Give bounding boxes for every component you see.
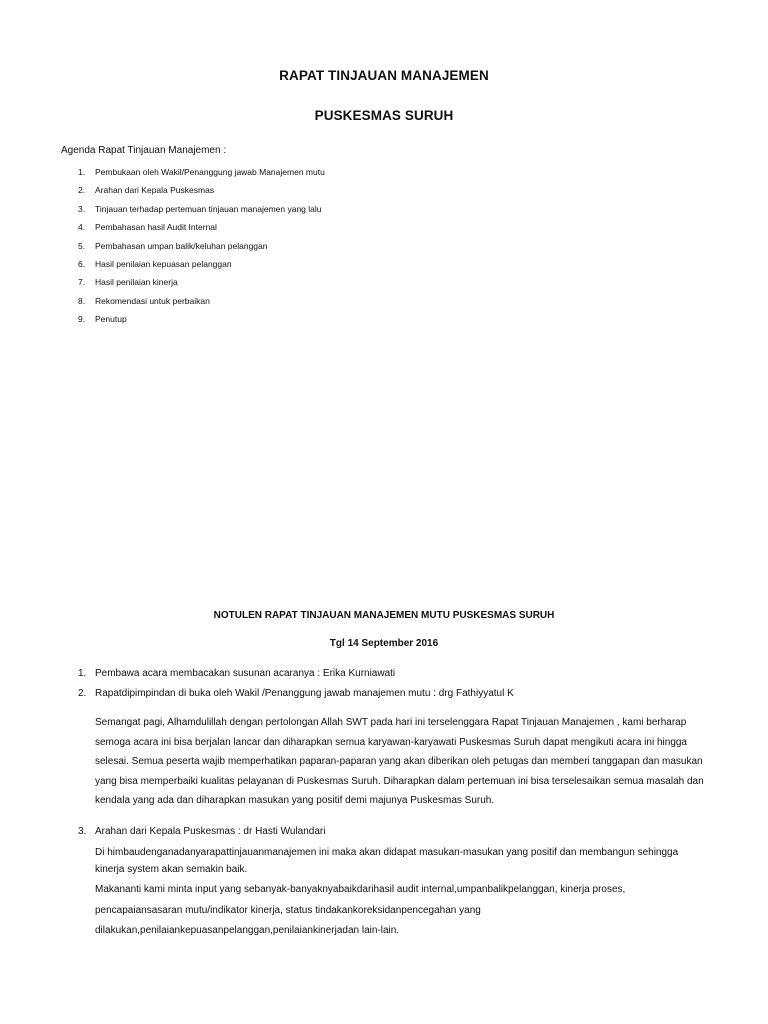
list-item — [78, 167, 325, 185]
agenda-list — [78, 167, 325, 333]
list-text: Pembukaan oleh Wakil/Penanggung jawab Manajemen mutu — [95, 167, 325, 177]
agenda-intro: Agenda Rapat Tinjauan Manajemen : — [61, 145, 227, 156]
list-number: 3. — [78, 826, 87, 837]
list-item — [78, 204, 325, 222]
page-subtitle: PUSKESMAS SURUH — [314, 108, 454, 123]
notulen-item-2 — [78, 688, 514, 699]
paragraph-line: pencapaiansasaran mutu/indikator kinerja, status tindakankoreksidanpencegahan yang — [95, 904, 481, 916]
page-title: RAPAT TINJAUAN MANAJEMEN — [279, 68, 489, 83]
paragraph-line: Semangat pagi, Alhamdulillah dengan pertolongan Allah SWT pada hari ini terselenggara Rapat Tinjauan Manajemen , kami berharap — [95, 717, 687, 728]
list-text: Pembahasan hasil Audit Internal — [95, 222, 217, 233]
paragraph-line: semoga acara ini bisa berjalan lancar dan diharapkan semua karyawan-karyawati Puskesmas Suruh dapat mengikuti acara ini hingga — [95, 736, 687, 748]
list-number: 8. — [78, 295, 86, 306]
list-item — [78, 259, 325, 277]
notulen-item-3 — [78, 826, 325, 837]
paragraph-line: yang bisa memperbaiki kualitas pelayanan di Puskesmas Suruh. Diharapkan dalam pertemuan ini bisa terselesaikan semua masalah dan — [95, 775, 704, 787]
list-number: 1. — [78, 167, 86, 177]
list-text: Arahan dari Kepala Puskesmas — [95, 185, 215, 196]
request-paragraph — [95, 880, 715, 942]
list-text: Hasil penilaian kepuasan pelanggan — [95, 258, 232, 269]
list-item — [78, 241, 325, 259]
list-text: Rapatdipimpindan di buka oleh Wakil /Penanggung jawab manajemen mutu : drg Fathiyyatul K — [95, 688, 514, 699]
meeting-date: Tgl 14 September 2016 — [329, 638, 439, 649]
list-item — [78, 314, 325, 332]
list-item — [78, 222, 325, 240]
list-number: 1. — [78, 668, 87, 679]
notulen-heading: NOTULEN RAPAT TINJAUAN MANAJEMEN MUTU PUSKESMAS SURUH — [213, 610, 555, 621]
paragraph-line: selesai. Semua peserta wajib memperhatikan paparan-paparan yang akan diberikan oleh petugas dan memberi tanggapan dan masukan — [95, 756, 703, 768]
list-item — [78, 185, 325, 203]
list-text: Arahan dari Kepala Puskesmas : dr Hasti Wulandari — [95, 826, 326, 837]
list-number: 5. — [78, 240, 86, 251]
opening-paragraph — [95, 713, 705, 811]
list-item — [78, 277, 325, 295]
list-number: 3. — [78, 203, 86, 214]
directive-paragraph — [95, 845, 715, 879]
list-text: Pembahasan umpan balik/keluhan pelanggan — [95, 240, 268, 251]
list-number: 9. — [78, 314, 86, 325]
list-number: 2. — [78, 688, 87, 699]
notulen-item-1 — [78, 668, 395, 679]
list-text: Pembawa acara membacakan susunan acaranya : Erika Kurniawati — [95, 668, 396, 679]
list-number: 6. — [78, 258, 86, 269]
paragraph-line: dilakukan,penilaiankepuasanpelanggan,penilaiankinerjadan lain-lain. — [95, 925, 400, 936]
paragraph-line: Makananti kami minta input yang sebanyak-banyaknyabaikdarihasil audit internal,umpanbalikpelanggan, kinerja proses, — [95, 884, 626, 895]
paragraph-line: kinerja system akan semakin baik. — [95, 863, 248, 875]
list-item — [78, 296, 325, 314]
list-text: Rekomendasi untuk perbaikan — [95, 295, 210, 306]
list-text: Tinjauan terhadap pertemuan tinjauan manajemen yang lalu — [95, 203, 322, 214]
list-text: Hasil penilaian kinerja — [95, 277, 178, 288]
paragraph-line: Di himbaudenganadanyarapattinjauanmanajemen ini maka akan didapat masukan-masukan yang positif dan membangun sehingga — [95, 847, 679, 858]
list-number: 7. — [78, 277, 86, 288]
paragraph-line: kendala yang ada dan diharapkan masukan yang positif demi majunya Puskesmas Suruh. — [95, 795, 495, 807]
list-number: 2. — [78, 185, 86, 196]
list-text: Penutup — [95, 314, 127, 325]
list-number: 4. — [78, 222, 86, 233]
